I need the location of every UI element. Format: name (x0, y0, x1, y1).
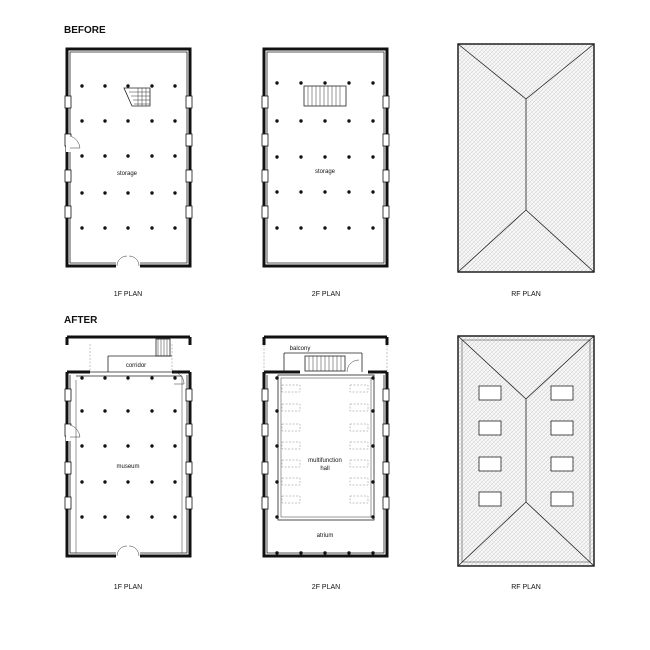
column (103, 84, 106, 87)
room-label-multifunction: multifunction (308, 458, 342, 464)
skylight (551, 386, 573, 400)
column (275, 409, 278, 412)
skylight (479, 386, 501, 400)
column (150, 376, 153, 379)
column (173, 480, 176, 483)
column (347, 190, 350, 193)
column (150, 515, 153, 518)
column (150, 84, 153, 87)
column (150, 226, 153, 229)
column (323, 119, 326, 122)
skylight (479, 421, 501, 435)
room-label-hall: hall (320, 466, 330, 472)
room-label-balcony: balcony (289, 346, 311, 352)
column (150, 444, 153, 447)
bench-outline (282, 385, 300, 392)
column (347, 226, 350, 229)
wall-piers (65, 389, 192, 509)
column (275, 226, 278, 229)
exterior-walls (264, 337, 387, 556)
column (173, 119, 176, 122)
column (80, 154, 83, 157)
bench-outline (282, 404, 300, 411)
plan-caption: 1F PLAN (113, 291, 143, 298)
before-roof-plan (458, 44, 594, 298)
column (275, 551, 278, 554)
column (371, 409, 374, 412)
column (275, 515, 278, 518)
column (80, 480, 83, 483)
column (103, 515, 106, 518)
column (150, 154, 153, 157)
plan-caption: 2F PLAN (311, 291, 341, 298)
column (275, 190, 278, 193)
column (347, 119, 350, 122)
column (323, 226, 326, 229)
column (347, 81, 350, 84)
multifunction-hall-enclosure (278, 375, 374, 520)
column (275, 119, 278, 122)
plan-caption: 2F PLAN (311, 584, 341, 591)
bench-outline (282, 424, 300, 431)
column (323, 190, 326, 193)
bench-outline (350, 442, 368, 449)
column (103, 444, 106, 447)
column (323, 551, 326, 554)
column (126, 444, 129, 447)
column (173, 154, 176, 157)
skylight (551, 457, 573, 471)
column (371, 119, 374, 122)
column (126, 191, 129, 194)
bench-outline (350, 478, 368, 485)
column (126, 226, 129, 229)
column (103, 119, 106, 122)
bench-outline (350, 460, 368, 467)
column (80, 444, 83, 447)
column (299, 119, 302, 122)
bench-outline (350, 424, 368, 431)
column (103, 376, 106, 379)
column (80, 226, 83, 229)
room-label-storage: storage (314, 169, 336, 175)
main-entrance-door (116, 546, 140, 558)
skylight (551, 421, 573, 435)
room-label-corridor: corridor (125, 363, 147, 369)
room-label-storage: storage (116, 171, 138, 177)
after-2f-plan (262, 337, 389, 591)
column (150, 480, 153, 483)
plan-caption: 1F PLAN (113, 584, 143, 591)
column (103, 191, 106, 194)
column (299, 551, 302, 554)
column (299, 226, 302, 229)
column (173, 409, 176, 412)
bench-outline (282, 442, 300, 449)
column (371, 81, 374, 84)
balcony-enclosure (264, 345, 387, 372)
skylight (479, 457, 501, 471)
column (347, 155, 350, 158)
column (80, 409, 83, 412)
column (173, 84, 176, 87)
column (150, 409, 153, 412)
column (371, 190, 374, 193)
column (126, 376, 129, 379)
column (126, 515, 129, 518)
column (323, 81, 326, 84)
column (80, 119, 83, 122)
column (299, 190, 302, 193)
bench-outline (282, 496, 300, 503)
main-entrance-door (116, 256, 140, 268)
before-2f-plan (262, 49, 389, 298)
column (275, 444, 278, 447)
side-door (66, 425, 80, 441)
column (80, 376, 83, 379)
column (80, 191, 83, 194)
column (103, 480, 106, 483)
after-roof-plan (458, 336, 594, 591)
before-heading: BEFORE (64, 25, 106, 36)
column (371, 515, 374, 518)
column (103, 154, 106, 157)
skylight (551, 492, 573, 506)
plan-caption: RF PLAN (511, 584, 541, 591)
bench-outlines (282, 385, 368, 503)
bench-outline (350, 385, 368, 392)
column (103, 226, 106, 229)
columns (80, 376, 176, 518)
bench-outline (282, 478, 300, 485)
column (173, 226, 176, 229)
stair (124, 88, 150, 106)
column (275, 376, 278, 379)
column (299, 81, 302, 84)
column (150, 119, 153, 122)
bench-outline (282, 460, 300, 467)
column (80, 515, 83, 518)
column (347, 551, 350, 554)
side-door (66, 136, 80, 152)
column (126, 480, 129, 483)
column (323, 155, 326, 158)
column (371, 444, 374, 447)
bench-outline (350, 496, 368, 503)
column (299, 155, 302, 158)
stair (304, 86, 346, 106)
corridor-enclosure (76, 339, 182, 376)
columns (275, 81, 374, 229)
column (103, 409, 106, 412)
after-heading: AFTER (64, 315, 98, 326)
column (173, 376, 176, 379)
column (126, 409, 129, 412)
bench-outline (350, 404, 368, 411)
column (275, 155, 278, 158)
column (275, 81, 278, 84)
before-1f-plan (65, 49, 192, 298)
room-label-museum: museum (116, 464, 140, 470)
column (80, 84, 83, 87)
plan-caption: RF PLAN (511, 291, 541, 298)
column (126, 154, 129, 157)
column (126, 84, 129, 87)
column (371, 480, 374, 483)
column (150, 191, 153, 194)
column (371, 226, 374, 229)
room-label-atrium: atrium (316, 533, 334, 539)
column (275, 480, 278, 483)
column (173, 444, 176, 447)
columns (80, 84, 176, 229)
skylight (479, 492, 501, 506)
column (371, 155, 374, 158)
column (173, 191, 176, 194)
column (371, 376, 374, 379)
after-1f-plan (65, 337, 192, 591)
column (126, 119, 129, 122)
column (371, 551, 374, 554)
column (173, 515, 176, 518)
